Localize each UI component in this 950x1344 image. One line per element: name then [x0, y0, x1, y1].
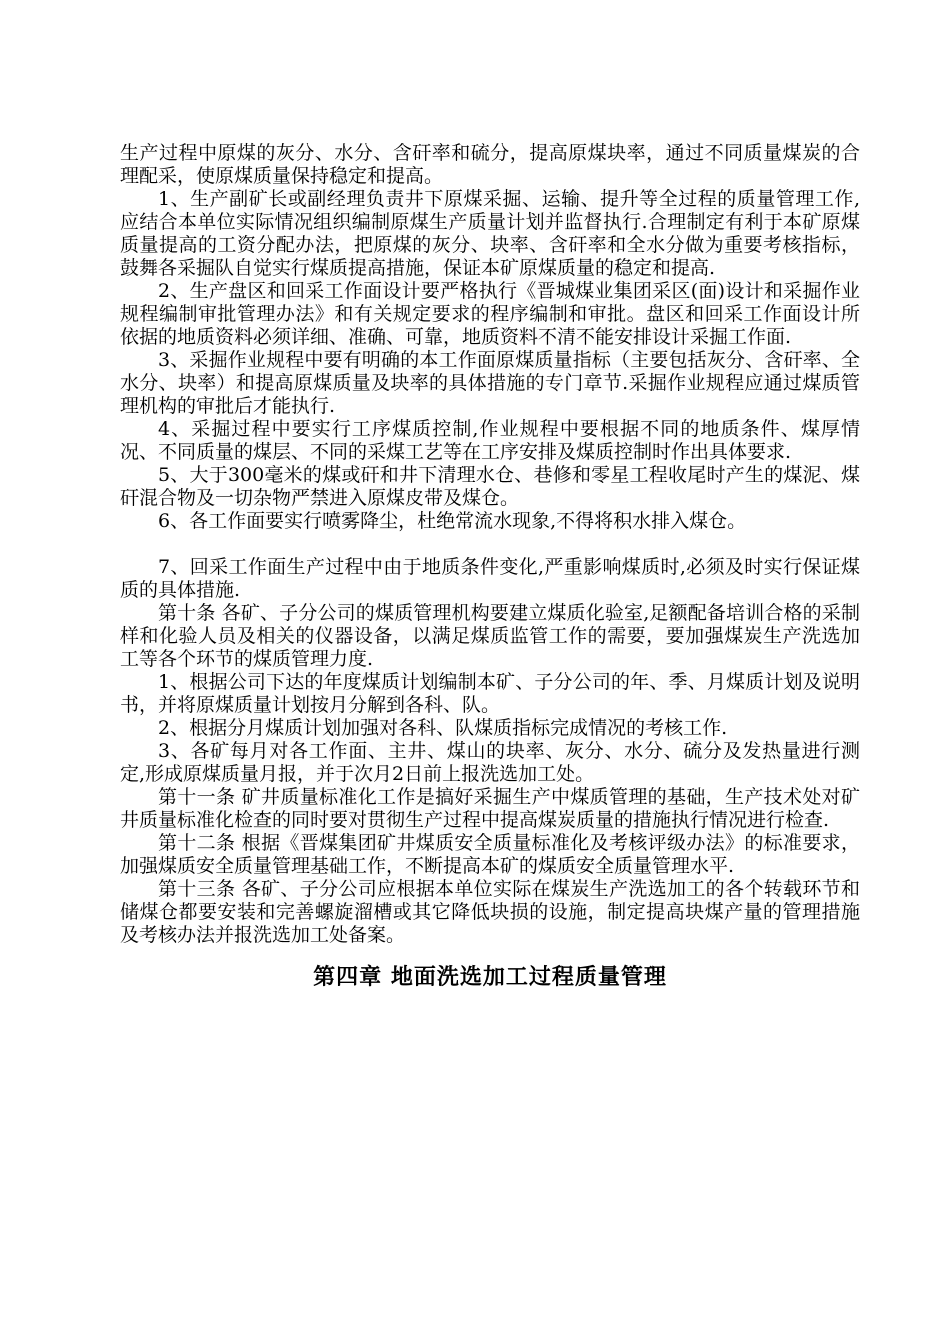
paragraph-article-10-item-2: 2、根据分月煤质计划加强对各科、队煤质指标完成情况的考核工作. [158, 717, 728, 739]
paragraph-article-10-item-3: 3、各矿每月对各工作面、主井、煤山的块率、灰分、水分、硫分及发热量进行测定,形成原煤质量月报，并于次月2日前上报洗选加工处。 [120, 740, 860, 785]
paragraph-item-7: 7、回采工作面生产过程中由于地质条件变化,严重影响煤质时,必须及时实行保证煤质的具体措施. [120, 556, 860, 601]
paragraph-item-2: 2、生产盘区和回采工作面设计要严格执行《晋城煤业集团采区(面)设计和采掘作业规程编制审批管理办法》和有关规定要求的程序编制和审批。盘区和回采工作面设计所依据的地质资料必须详细、准确、可靠，地质资料不清不能安排设计采掘工作面. [120, 280, 860, 348]
paragraph-item-5: 5、大于300毫米的煤或矸和井下清理水仓、巷修和零星工程收尾时产生的煤泥、煤矸混合物及一切杂物严禁进入原煤皮带及煤仓。 [120, 464, 860, 509]
paragraph-item-1: 1、生产副矿长或副经理负责井下原煤采掘、运输、提升等全过程的质量管理工作,应结合本单位实际情况组织编制原煤生产质量计划并监督执行.合理制定有利于本矿原煤质量提高的工资分配办法，把原煤的灰分、块率、含矸率和全水分做为重要考核指标，鼓舞各采掘队自觉实行煤质提高措施，保证本矿原煤质量的稳定和提高. [120, 188, 860, 279]
document-page [120, 142, 860, 993]
paragraph-item-6: 6、各工作面要实行喷雾降尘，杜绝常流水现象,不得将积水排入煤仓。 [158, 510, 747, 532]
paragraph-continued: 生产过程中原煤的灰分、水分、含矸率和硫分，提高原煤块率，通过不同质量煤炭的合理配采，使原煤质量保持稳定和提高。 [120, 142, 860, 187]
blank-line [120, 533, 860, 556]
paragraph-article-13: 第十三条 各矿、子分公司应根据本单位实际在煤炭生产洗选加工的各个转载环节和储煤仓都要安装和完善螺旋溜槽或其它降低块损的设施，制定提高块煤产量的管理措施及考核办法并报洗选加工处备案。 [120, 878, 860, 946]
paragraph-item-3: 3、采掘作业规程中要有明确的本工作面原煤质量指标（主要包括灰分、含矸率、全水分、块率）和提高原煤质量及块率的具体措施的专门章节.采掘作业规程应通过煤质管理机构的审批后才能执行. [120, 349, 860, 417]
paragraph-article-10: 第十条 各矿、子分公司的煤质管理机构要建立煤质化验室,足额配备培训合格的采制样和化验人员及相关的仪器设备，以满足煤质监管工作的需要，要加强煤炭生产洗选加工等各个环节的煤质管理力度. [120, 602, 860, 670]
paragraph-article-11: 第十一条 矿井质量标准化工作是搞好采掘生产中煤质管理的基础，生产技术处对矿井质量标准化检查的同时要对贯彻生产过程中提高煤炭质量的措施执行情况进行检查. [120, 786, 860, 831]
paragraph-article-10-item-1: 1、根据公司下达的年度煤质计划编制本矿、子分公司的年、季、月煤质计划及说明书，并将原煤质量计划按月分解到各科、队。 [120, 671, 860, 716]
paragraph-item-4: 4、采掘过程中要实行工序煤质控制,作业规程中要根据不同的地质条件、煤厚情况、不同质量的煤层、不同的采煤工艺等在工序安排及煤质控制时作出具体要求. [120, 418, 860, 463]
chapter-heading: 第四章 地面洗选加工过程质量管理 [313, 965, 667, 990]
paragraph-article-12: 第十二条 根据《晋煤集团矿井煤质安全质量标准化及考核评级办法》的标准要求，加强煤质安全质量管理基础工作，不断提高本矿的煤质安全质量管理水平. [120, 832, 860, 877]
